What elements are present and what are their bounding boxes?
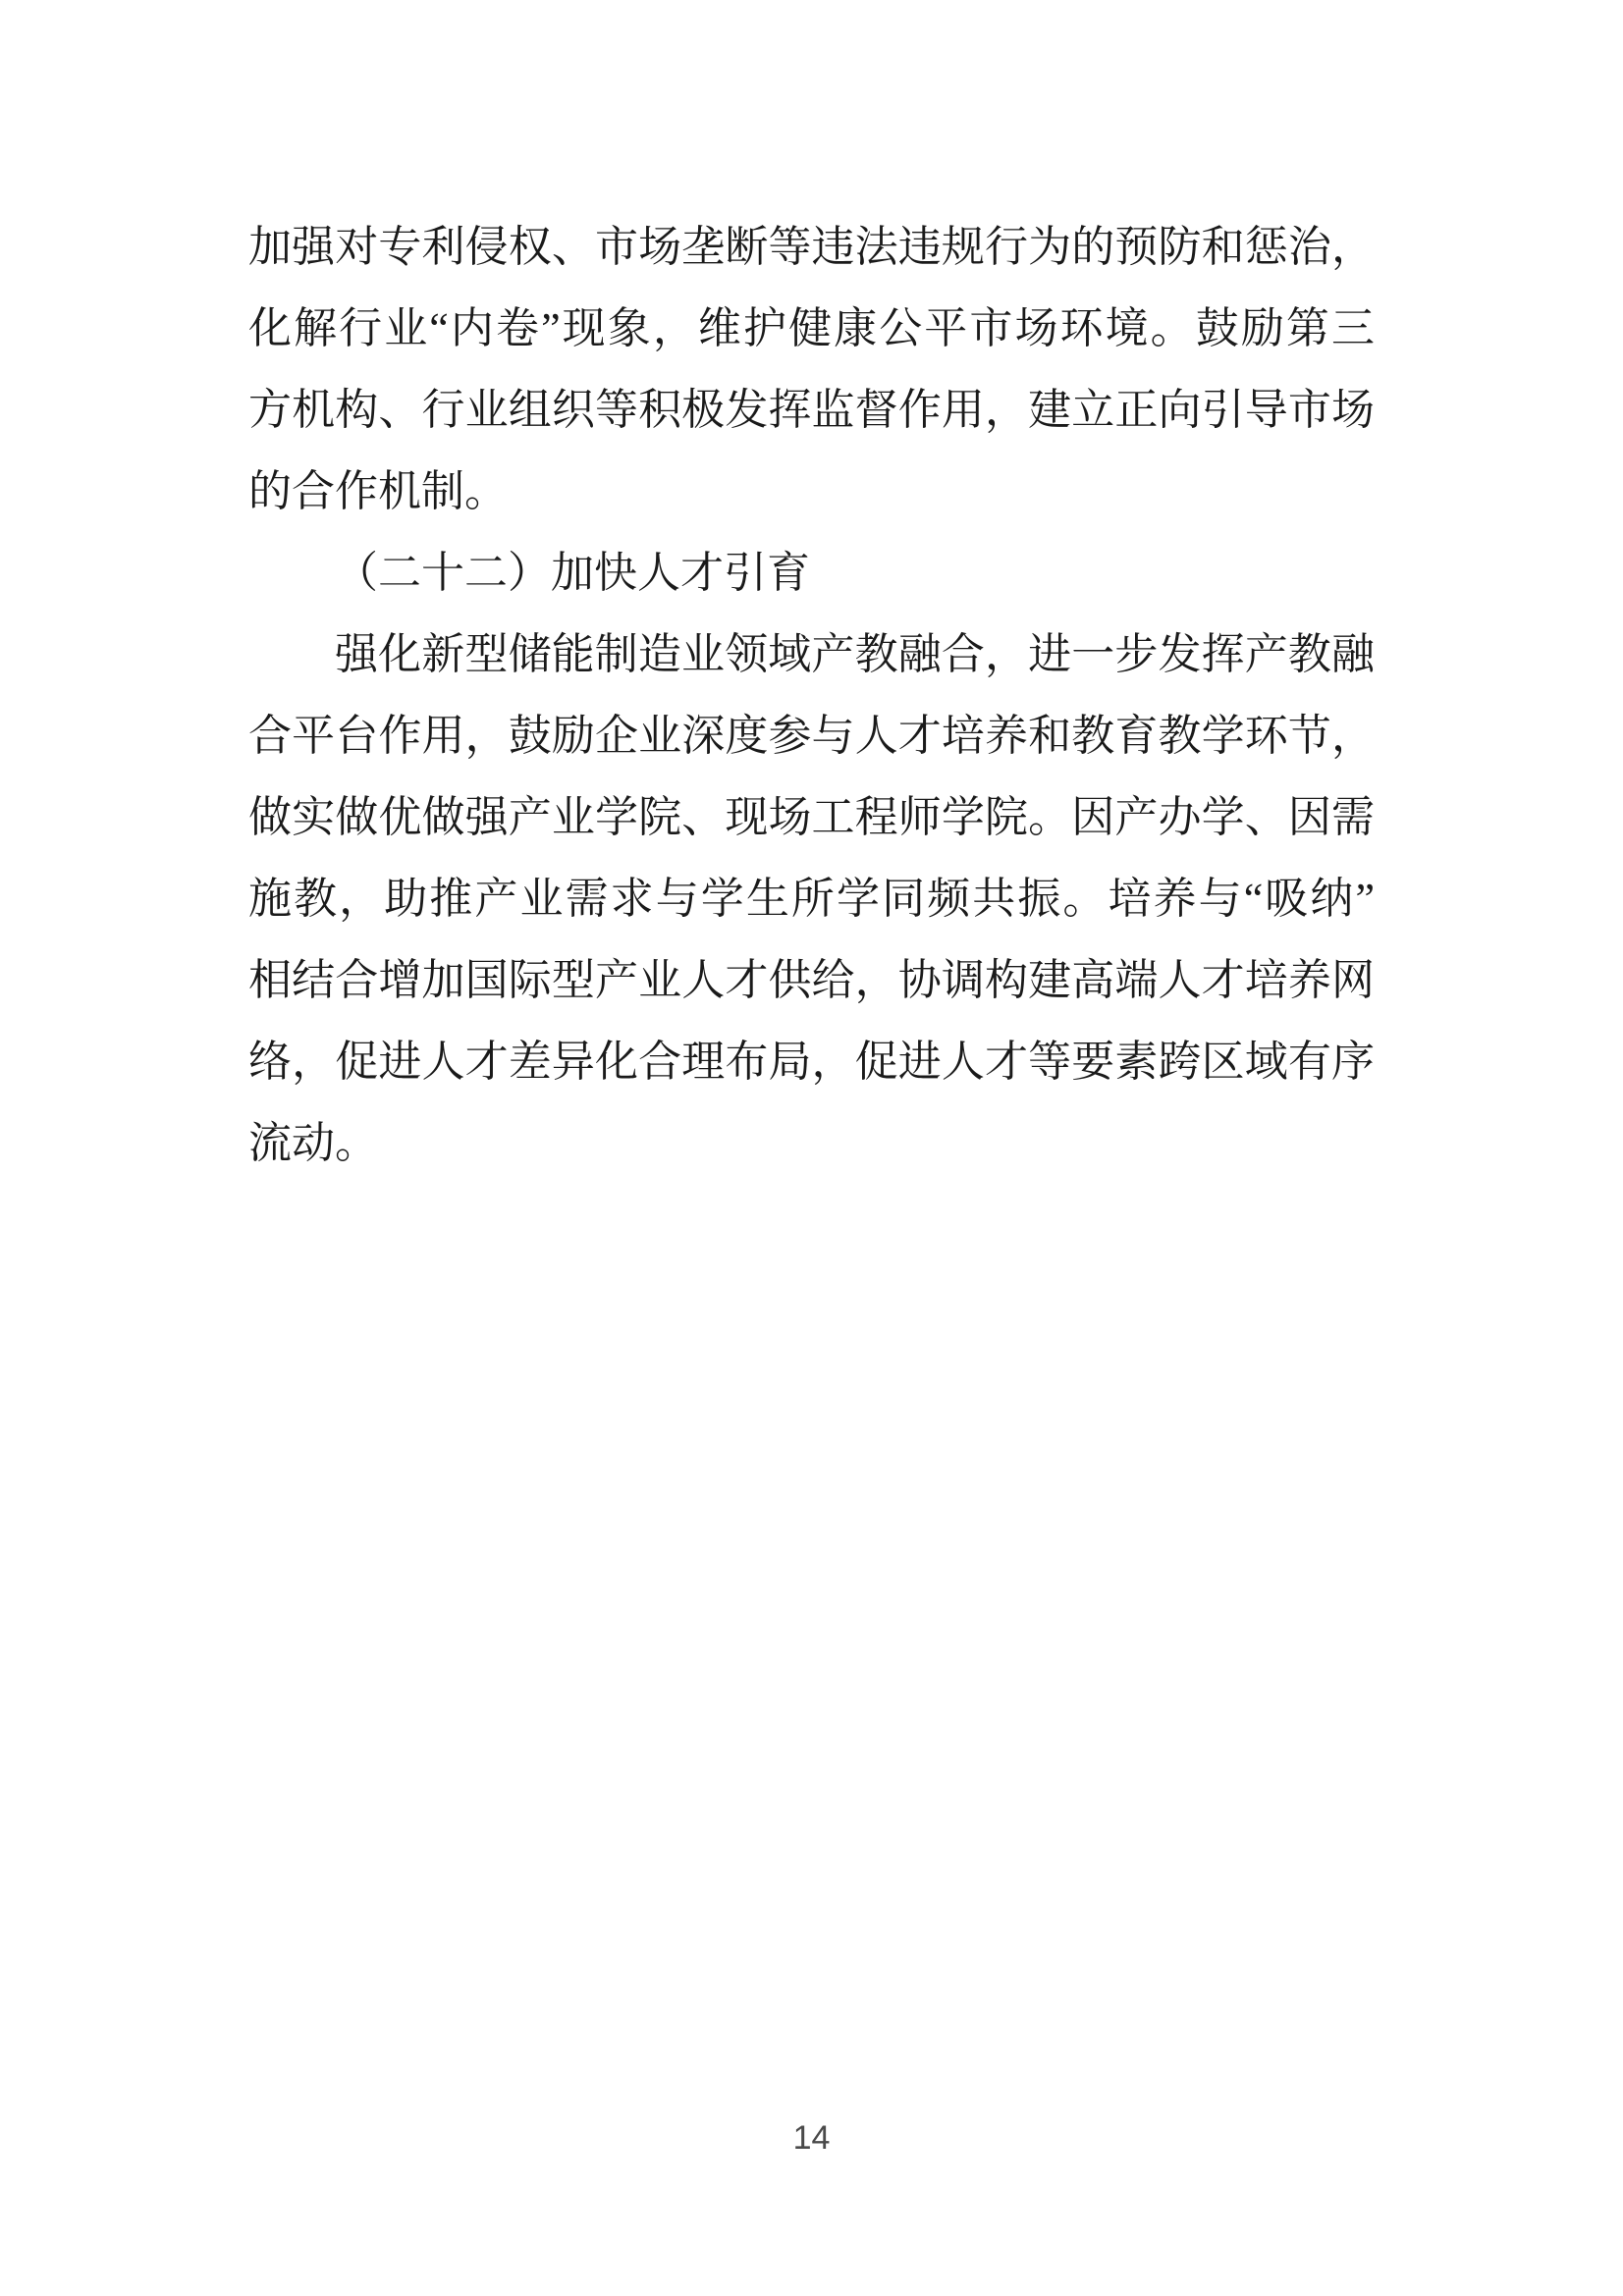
paragraph-line: 的合作机制。 [248,467,508,515]
page-number: 14 [792,2119,831,2157]
page-footer [0,2118,1623,2158]
paragraph-line: 合平台作用，鼓励企业深度参与人才培养和教育教学环节， [248,712,1375,760]
paragraph-line: 做实做优做强产业学院、现场工程师学院。因产办学、因需 [248,793,1375,841]
paragraph-line: 强化新型储能制造业领域产教融合，进一步发挥产教融 [335,630,1375,678]
paragraph-line: 施教，助推产业需求与学生所学同频共振。培养与“吸纳” [248,875,1375,923]
paragraph-line: 络，促进人才差异化合理布局，促进人才等要素跨区域有序 [248,1038,1375,1086]
document-body [248,206,1375,1184]
section-heading: （二十二）加快人才引育 [335,549,810,597]
paragraph-line: 化解行业“内卷”现象，维护健康公平市场环境。鼓励第三 [248,304,1375,352]
paragraph-line: 加强对专利侵权、市场垄断等违法违规行为的预防和惩治， [248,223,1375,271]
paragraph-line: 方机构、行业组织等积极发挥监督作用，建立正向引导市场 [248,386,1375,434]
paragraph-line: 流动。 [248,1119,378,1167]
paragraph-line: 相结合增加国际型产业人才供给，协调构建高端人才培养网 [248,956,1375,1004]
